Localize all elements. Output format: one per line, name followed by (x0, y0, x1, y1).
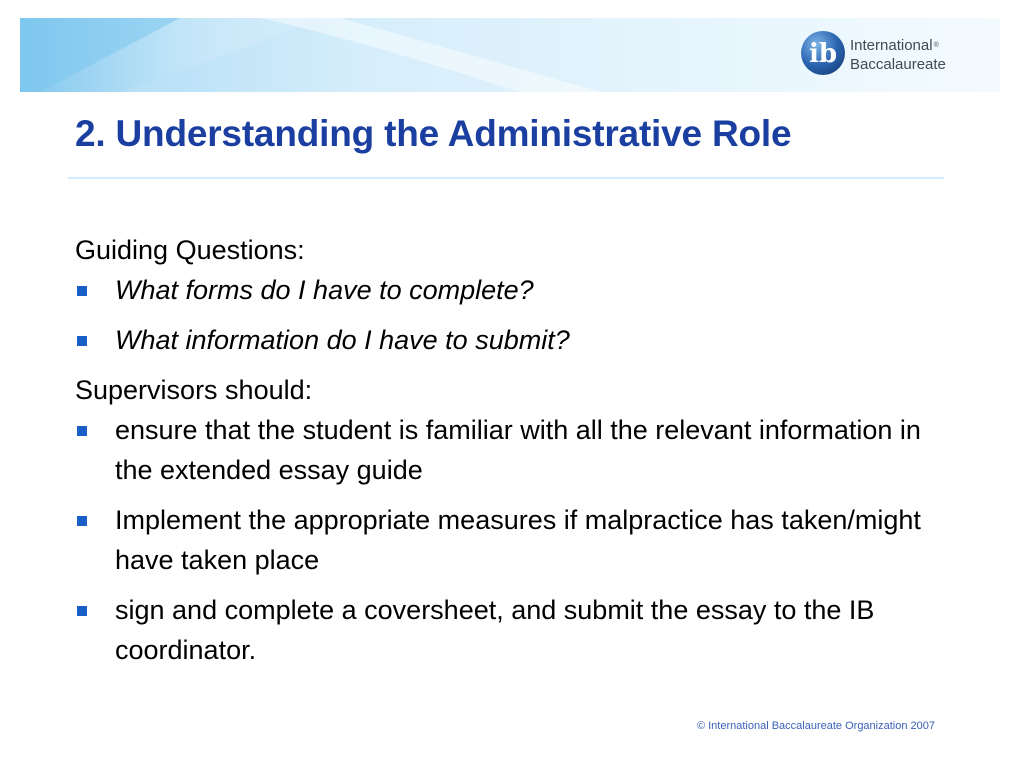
bullet-item (75, 320, 945, 360)
square-bullet-icon (77, 606, 87, 616)
square-bullet-icon (77, 286, 87, 296)
ib-badge-icon (800, 30, 846, 76)
bullet-text: sign and complete a coversheet, and submit the essay to the IB coordinator. (115, 595, 875, 665)
bullet-text: What forms do I have to complete? (115, 275, 534, 305)
ib-badge-text: ib (808, 39, 838, 69)
bullet-text: Implement the appropriate measures if malpractice has taken/might have taken place (115, 505, 921, 575)
bullet-item (75, 500, 945, 580)
copyright-footer: © International Baccalaureate Organization 2007 (696, 720, 935, 732)
section-heading-supervisors: Supervisors should: (75, 375, 313, 405)
section-heading-guiding-questions: Guiding Questions: (75, 235, 305, 265)
ib-logo (800, 30, 960, 84)
bullet-item (75, 270, 945, 310)
title-divider (68, 177, 944, 179)
bullet-text: ensure that the student is familiar with all the relevant information in the extended essay guide (115, 415, 921, 485)
slide-content (75, 230, 945, 680)
bullet-item (75, 410, 945, 490)
bullet-item (75, 590, 945, 670)
logo-line-2: Baccalaureate (850, 56, 946, 73)
logo-line-1: International (850, 37, 933, 54)
square-bullet-icon (77, 516, 87, 526)
logo-wordmark (850, 36, 946, 74)
square-bullet-icon (77, 336, 87, 346)
bullet-text: What information do I have to submit? (115, 325, 570, 355)
square-bullet-icon (77, 426, 87, 436)
slide-title: 2. Understanding the Administrative Role (75, 113, 792, 154)
registered-mark: ® (933, 42, 939, 49)
